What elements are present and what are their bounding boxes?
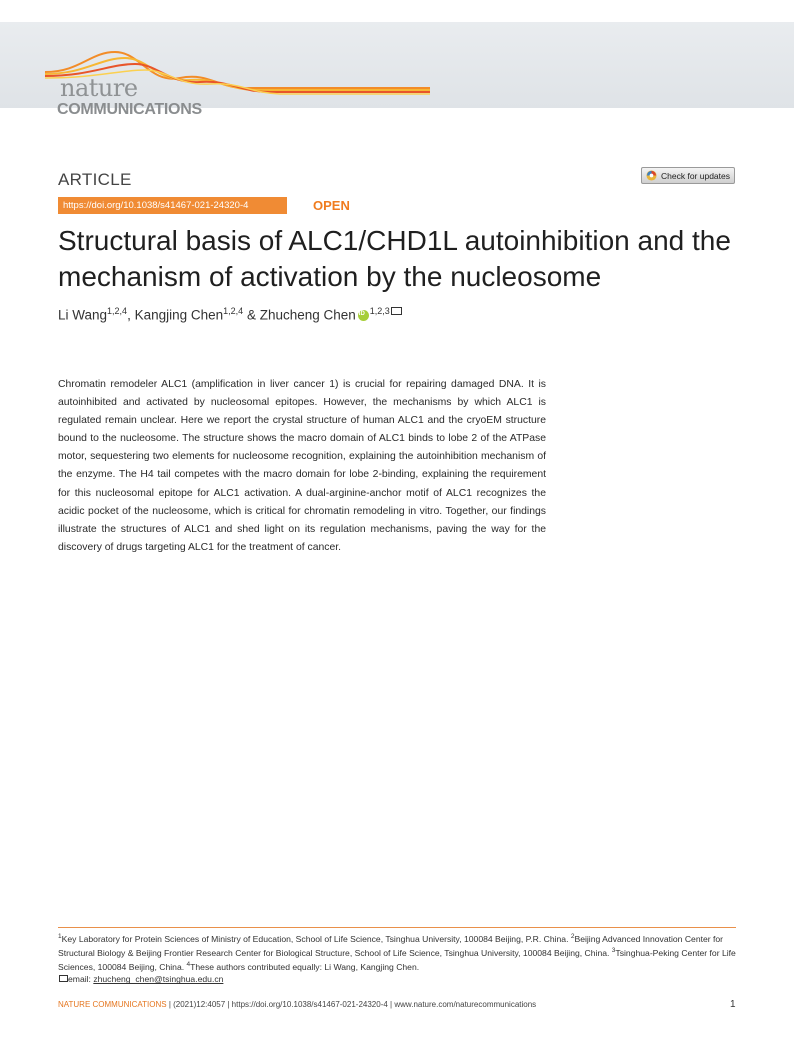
author-affiliation-numbers: 1,2,4 <box>107 306 128 316</box>
journal-banner <box>0 22 794 118</box>
email-line <box>58 974 223 984</box>
open-access-label: OPEN <box>313 198 350 213</box>
page-footer <box>58 1000 536 1009</box>
check-updates-label: Check for updates <box>661 170 730 181</box>
affiliation-number: 2 <box>570 933 575 940</box>
abstract-text: Chromatin remodeler ALC1 (amplification in liver cancer 1) is crucial for repairing damaged DNA. It is autoinhibited and activated by nucleosomal epitopes. However, the mechanisms by which ALC1 is regulated remain unclear. Here we report the crystal structure of human ALC1 and the cryoEM structure bound to the nucleosome. The structure shows the macro domain of ALC1 binds to lobe 2 of the ATPase motor, sequestering two elements for nucleosome recognition, explaining the autoinhibition mechanism of the enzyme. The H4 tail competes with the macro domain for lobe 2-binding, explaining the requirement for this nucleosomal epitope for ALC1 activation. A dual-arginine-anchor motif of ALC1 recognizes the acidic pocket of the nucleosome, which is critical for chromatin remodeling in vitro. Together, our findings illustrate the structures of ALC1 and shed light on its regulation mechanisms, paving the way for the discovery of drugs targeting ALC1 for the treatment of cancer. <box>58 379 546 553</box>
affiliation-text: Key Laboratory for Protein Sciences of Ministry of Education, School of Life Science, Tsinghua University, 100084 Beijing, P.R. China. <box>61 933 571 944</box>
doi-link[interactable]: https://doi.org/10.1038/s41467-021-24320-4 <box>58 197 287 214</box>
author-affiliation-numbers: 1,2,4 <box>223 306 244 316</box>
author-separator: & <box>243 307 260 323</box>
article-type-label: ARTICLE <box>58 170 132 189</box>
author-list <box>58 306 402 323</box>
email-label: email: <box>68 974 94 985</box>
footnote-divider <box>58 927 736 928</box>
envelope-icon <box>59 975 68 982</box>
affiliation-text: These authors contributed equally: Li Wang, Kangjing Chen. <box>190 962 420 973</box>
affiliation-number: 3 <box>611 947 616 955</box>
affiliation-text: Beijing Advanced Innovation Center for Structural Biology & Beijing Frontier Research Center for Biological Structure, School of Life Science, Tsinghua University, 100084 Beijing, China. <box>58 933 724 959</box>
orcid-icon[interactable] <box>358 310 369 321</box>
author-separator: , <box>127 307 135 323</box>
affiliations-footnote <box>58 931 738 986</box>
author-name[interactable]: Zhucheng Chen <box>259 307 356 323</box>
author-name[interactable]: Kangjing Chen <box>134 307 224 323</box>
author-name[interactable]: Li Wang <box>58 307 108 323</box>
article-title: Structural basis of ALC1/CHD1L autoinhibition and the mechanism of activation by the nucleosome <box>58 225 731 292</box>
affiliation-text: Tsinghua-Peking Center for Life Sciences, 100084 Beijing, China. <box>58 948 736 973</box>
check-updates-badge-icon <box>646 170 657 181</box>
affiliation-number: 4 <box>186 961 191 969</box>
footer-journal-name: NATURE COMMUNICATIONS <box>58 1000 167 1009</box>
footer-citation[interactable]: | (2021)12:4057 | https://doi.org/10.1038/s41467-021-24320-4 | www.nature.com/naturecommunications <box>166 1000 537 1009</box>
envelope-icon[interactable] <box>391 307 402 315</box>
affiliation-number: 1 <box>58 933 62 940</box>
check-for-updates-button[interactable] <box>641 167 735 184</box>
author-affiliation-numbers: 1,2,3 <box>369 306 390 316</box>
logo-communications-text: COMMUNICATIONS <box>57 101 202 118</box>
logo-nature-text: nature <box>60 74 138 102</box>
page-number: 1 <box>730 999 736 1010</box>
email-link[interactable]: zhucheng_chen@tsinghua.edu.cn <box>93 974 224 985</box>
